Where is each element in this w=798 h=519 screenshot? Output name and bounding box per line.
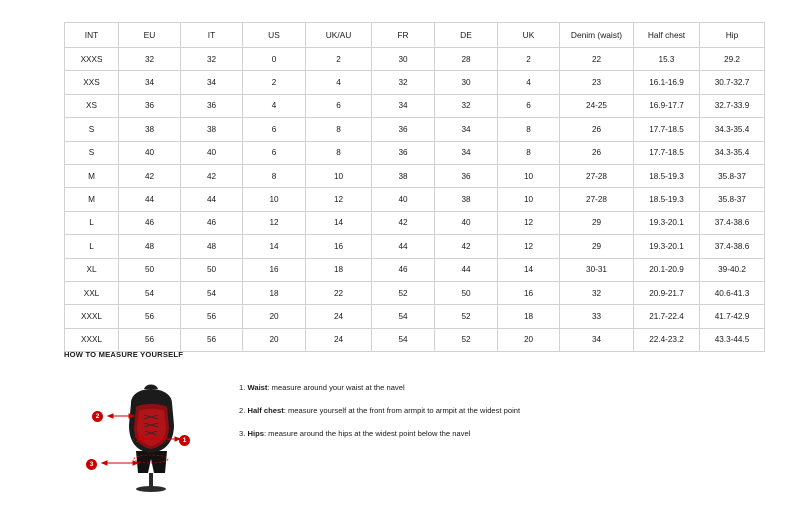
cell-denim-waist: 27-28 — [560, 164, 634, 187]
cell-eu: 50 — [119, 258, 181, 281]
measure-instruction-hips-term: Hips — [247, 429, 264, 439]
cell-fr: 30 — [372, 48, 435, 71]
cell-de: 30 — [435, 71, 498, 94]
cell-eu: 36 — [119, 94, 181, 117]
cell-eu: 48 — [119, 235, 181, 258]
cell-us: 4 — [243, 94, 306, 117]
cell-fr: 36 — [372, 118, 435, 141]
cell-us: 14 — [243, 235, 306, 258]
table-header-row — [65, 23, 765, 48]
measure-instruction-half-chest-index: 2. — [239, 406, 246, 416]
column-header-fr: FR — [372, 23, 435, 48]
measure-instruction-half-chest — [239, 406, 520, 415]
table-row — [65, 188, 765, 211]
mannequin-illustration — [89, 373, 209, 493]
cell-uk-au: 12 — [306, 188, 372, 211]
cell-it: 36 — [181, 94, 243, 117]
cell-us: 8 — [243, 164, 306, 187]
cell-eu: 44 — [119, 188, 181, 211]
table-row — [65, 118, 765, 141]
cell-denim-waist: 26 — [560, 141, 634, 164]
cell-denim-waist: 32 — [560, 281, 634, 304]
cell-uk-au: 4 — [306, 71, 372, 94]
cell-fr: 32 — [372, 71, 435, 94]
size-chart-header — [65, 23, 765, 48]
cell-hip: 35.8-37 — [700, 164, 765, 187]
cell-it: 34 — [181, 71, 243, 94]
cell-denim-waist: 29 — [560, 211, 634, 234]
cell-half-chest: 19.3-20.1 — [634, 235, 700, 258]
cell-eu: 46 — [119, 211, 181, 234]
cell-it: 40 — [181, 141, 243, 164]
cell-it: 56 — [181, 328, 243, 351]
cell-int: XL — [65, 258, 119, 281]
cell-de: 34 — [435, 141, 498, 164]
cell-denim-waist: 30-31 — [560, 258, 634, 281]
table-row — [65, 211, 765, 234]
measure-instruction-hips-text: : measure around the hips at the widest point below the navel — [263, 429, 471, 439]
size-chart-table — [64, 22, 765, 352]
table-row — [65, 281, 765, 304]
cell-de: 50 — [435, 281, 498, 304]
size-chart-body — [65, 48, 765, 352]
cell-half-chest: 18.5-19.3 — [634, 188, 700, 211]
cell-half-chest: 20.9-21.7 — [634, 281, 700, 304]
cell-half-chest: 20.1-20.9 — [634, 258, 700, 281]
cell-half-chest: 19.3-20.1 — [634, 211, 700, 234]
cell-uk: 4 — [498, 71, 560, 94]
table-row — [65, 328, 765, 351]
cell-int: L — [65, 235, 119, 258]
cell-denim-waist: 26 — [560, 118, 634, 141]
cell-fr: 36 — [372, 141, 435, 164]
cell-eu: 54 — [119, 281, 181, 304]
table-row — [65, 71, 765, 94]
cell-de: 32 — [435, 94, 498, 117]
cell-int: XXXS — [65, 48, 119, 71]
column-header-de: DE — [435, 23, 498, 48]
cell-eu: 56 — [119, 305, 181, 328]
cell-hip: 34.3-35.4 — [700, 118, 765, 141]
measure-instruction-waist-index: 1. — [239, 383, 246, 392]
cell-int: L — [65, 211, 119, 234]
cell-fr: 42 — [372, 211, 435, 234]
cell-half-chest: 21.7-22.4 — [634, 305, 700, 328]
table-row — [65, 164, 765, 187]
cell-hip: 39-40.2 — [700, 258, 765, 281]
cell-int: M — [65, 188, 119, 211]
cell-half-chest: 16.1-16.9 — [634, 71, 700, 94]
column-header-it: IT — [181, 23, 243, 48]
cell-fr: 44 — [372, 235, 435, 258]
cell-de: 34 — [435, 118, 498, 141]
cell-uk: 14 — [498, 258, 560, 281]
table-row — [65, 305, 765, 328]
measure-instructions-list — [239, 373, 520, 452]
cell-hip: 40.6-41.3 — [700, 281, 765, 304]
cell-de: 38 — [435, 188, 498, 211]
cell-denim-waist: 34 — [560, 328, 634, 351]
how-to-measure-title: HOW TO MEASURE YOURSELF — [64, 350, 184, 359]
cell-denim-waist: 29 — [560, 235, 634, 258]
table-row — [65, 235, 765, 258]
cell-uk: 6 — [498, 94, 560, 117]
measure-badge-3: 3 — [86, 459, 97, 470]
cell-de: 36 — [435, 164, 498, 187]
cell-us: 6 — [243, 118, 306, 141]
cell-eu: 56 — [119, 328, 181, 351]
cell-us: 10 — [243, 188, 306, 211]
cell-uk-au: 8 — [306, 141, 372, 164]
cell-denim-waist: 24-25 — [560, 94, 634, 117]
cell-half-chest: 17.7-18.5 — [634, 141, 700, 164]
cell-fr: 54 — [372, 328, 435, 351]
cell-int: XS — [65, 94, 119, 117]
cell-half-chest: 18.5-19.3 — [634, 164, 700, 187]
cell-uk: 18 — [498, 305, 560, 328]
cell-eu: 42 — [119, 164, 181, 187]
cell-int: M — [65, 164, 119, 187]
cell-us: 20 — [243, 305, 306, 328]
cell-hip: 41.7-42.9 — [700, 305, 765, 328]
cell-uk: 10 — [498, 188, 560, 211]
cell-de: 52 — [435, 328, 498, 351]
cell-uk-au: 16 — [306, 235, 372, 258]
cell-uk-au: 18 — [306, 258, 372, 281]
cell-uk: 12 — [498, 211, 560, 234]
column-header-denim-waist: Denim (waist) — [560, 23, 634, 48]
column-header-uk-au: UK/AU — [306, 23, 372, 48]
table-row — [65, 94, 765, 117]
cell-hip: 29.2 — [700, 48, 765, 71]
cell-uk-au: 10 — [306, 164, 372, 187]
cell-denim-waist: 33 — [560, 305, 634, 328]
cell-half-chest: 15.3 — [634, 48, 700, 71]
cell-eu: 34 — [119, 71, 181, 94]
cell-hip: 32.7-33.9 — [700, 94, 765, 117]
cell-it: 54 — [181, 281, 243, 304]
cell-int: XXXL — [65, 328, 119, 351]
cell-de: 42 — [435, 235, 498, 258]
cell-fr: 38 — [372, 164, 435, 187]
measure-instruction-half-chest-text: : measure yourself at the front from armpit to armpit at the widest point — [283, 406, 521, 416]
measure-instruction-waist-term: Waist — [247, 383, 268, 392]
cell-int: XXL — [65, 281, 119, 304]
cell-it: 50 — [181, 258, 243, 281]
cell-eu: 32 — [119, 48, 181, 71]
cell-uk: 10 — [498, 164, 560, 187]
measure-instruction-waist-text: : measure around your waist at the navel — [267, 383, 405, 392]
cell-uk: 20 — [498, 328, 560, 351]
cell-us: 0 — [243, 48, 306, 71]
cell-uk: 2 — [498, 48, 560, 71]
cell-us: 20 — [243, 328, 306, 351]
cell-hip: 30.7-32.7 — [700, 71, 765, 94]
cell-hip: 37.4-38.6 — [700, 235, 765, 258]
cell-uk-au: 14 — [306, 211, 372, 234]
cell-de: 40 — [435, 211, 498, 234]
cell-denim-waist: 22 — [560, 48, 634, 71]
cell-us: 16 — [243, 258, 306, 281]
column-header-half-chest: Half chest — [634, 23, 700, 48]
column-header-hip: Hip — [700, 23, 765, 48]
how-to-measure-body — [64, 373, 734, 493]
table-row — [65, 141, 765, 164]
size-chart-container — [64, 22, 750, 352]
cell-uk: 12 — [498, 235, 560, 258]
measure-instruction-waist — [239, 383, 520, 392]
cell-uk-au: 24 — [306, 328, 372, 351]
cell-de: 52 — [435, 305, 498, 328]
table-row — [65, 48, 765, 71]
cell-us: 12 — [243, 211, 306, 234]
cell-it: 42 — [181, 164, 243, 187]
cell-fr: 46 — [372, 258, 435, 281]
cell-uk-au: 8 — [306, 118, 372, 141]
cell-int: XXS — [65, 71, 119, 94]
cell-it: 38 — [181, 118, 243, 141]
cell-us: 2 — [243, 71, 306, 94]
cell-hip: 37.4-38.6 — [700, 211, 765, 234]
cell-it: 56 — [181, 305, 243, 328]
cell-int: S — [65, 118, 119, 141]
mannequin-figure-icon — [94, 373, 209, 493]
cell-hip: 34.3-35.4 — [700, 141, 765, 164]
cell-eu: 38 — [119, 118, 181, 141]
cell-half-chest: 17.7-18.5 — [634, 118, 700, 141]
cell-fr: 54 — [372, 305, 435, 328]
measure-instruction-hips-index: 3. — [239, 429, 246, 439]
cell-half-chest: 16.9-17.7 — [634, 94, 700, 117]
column-header-us: US — [243, 23, 306, 48]
cell-uk-au: 2 — [306, 48, 372, 71]
cell-us: 6 — [243, 141, 306, 164]
cell-fr: 40 — [372, 188, 435, 211]
column-header-uk: UK — [498, 23, 560, 48]
cell-denim-waist: 27-28 — [560, 188, 634, 211]
measure-badge-2: 2 — [92, 411, 103, 422]
cell-us: 18 — [243, 281, 306, 304]
cell-hip: 43.3-44.5 — [700, 328, 765, 351]
table-row — [65, 258, 765, 281]
measure-instruction-half-chest-term: Half chest — [247, 406, 284, 416]
column-header-int: INT — [65, 23, 119, 48]
cell-denim-waist: 23 — [560, 71, 634, 94]
cell-uk-au: 24 — [306, 305, 372, 328]
cell-it: 44 — [181, 188, 243, 211]
how-to-measure-section — [64, 350, 734, 493]
column-header-eu: EU — [119, 23, 181, 48]
cell-uk: 16 — [498, 281, 560, 304]
cell-it: 48 — [181, 235, 243, 258]
cell-int: S — [65, 141, 119, 164]
cell-uk: 8 — [498, 141, 560, 164]
cell-half-chest: 22.4-23.2 — [634, 328, 700, 351]
cell-de: 28 — [435, 48, 498, 71]
cell-de: 44 — [435, 258, 498, 281]
cell-fr: 52 — [372, 281, 435, 304]
measure-instruction-hips — [239, 429, 520, 438]
cell-uk: 8 — [498, 118, 560, 141]
measure-badge-1: 1 — [179, 435, 190, 446]
cell-uk-au: 22 — [306, 281, 372, 304]
cell-hip: 35.8-37 — [700, 188, 765, 211]
cell-it: 32 — [181, 48, 243, 71]
cell-fr: 34 — [372, 94, 435, 117]
cell-eu: 40 — [119, 141, 181, 164]
cell-int: XXXL — [65, 305, 119, 328]
cell-it: 46 — [181, 211, 243, 234]
cell-uk-au: 6 — [306, 94, 372, 117]
